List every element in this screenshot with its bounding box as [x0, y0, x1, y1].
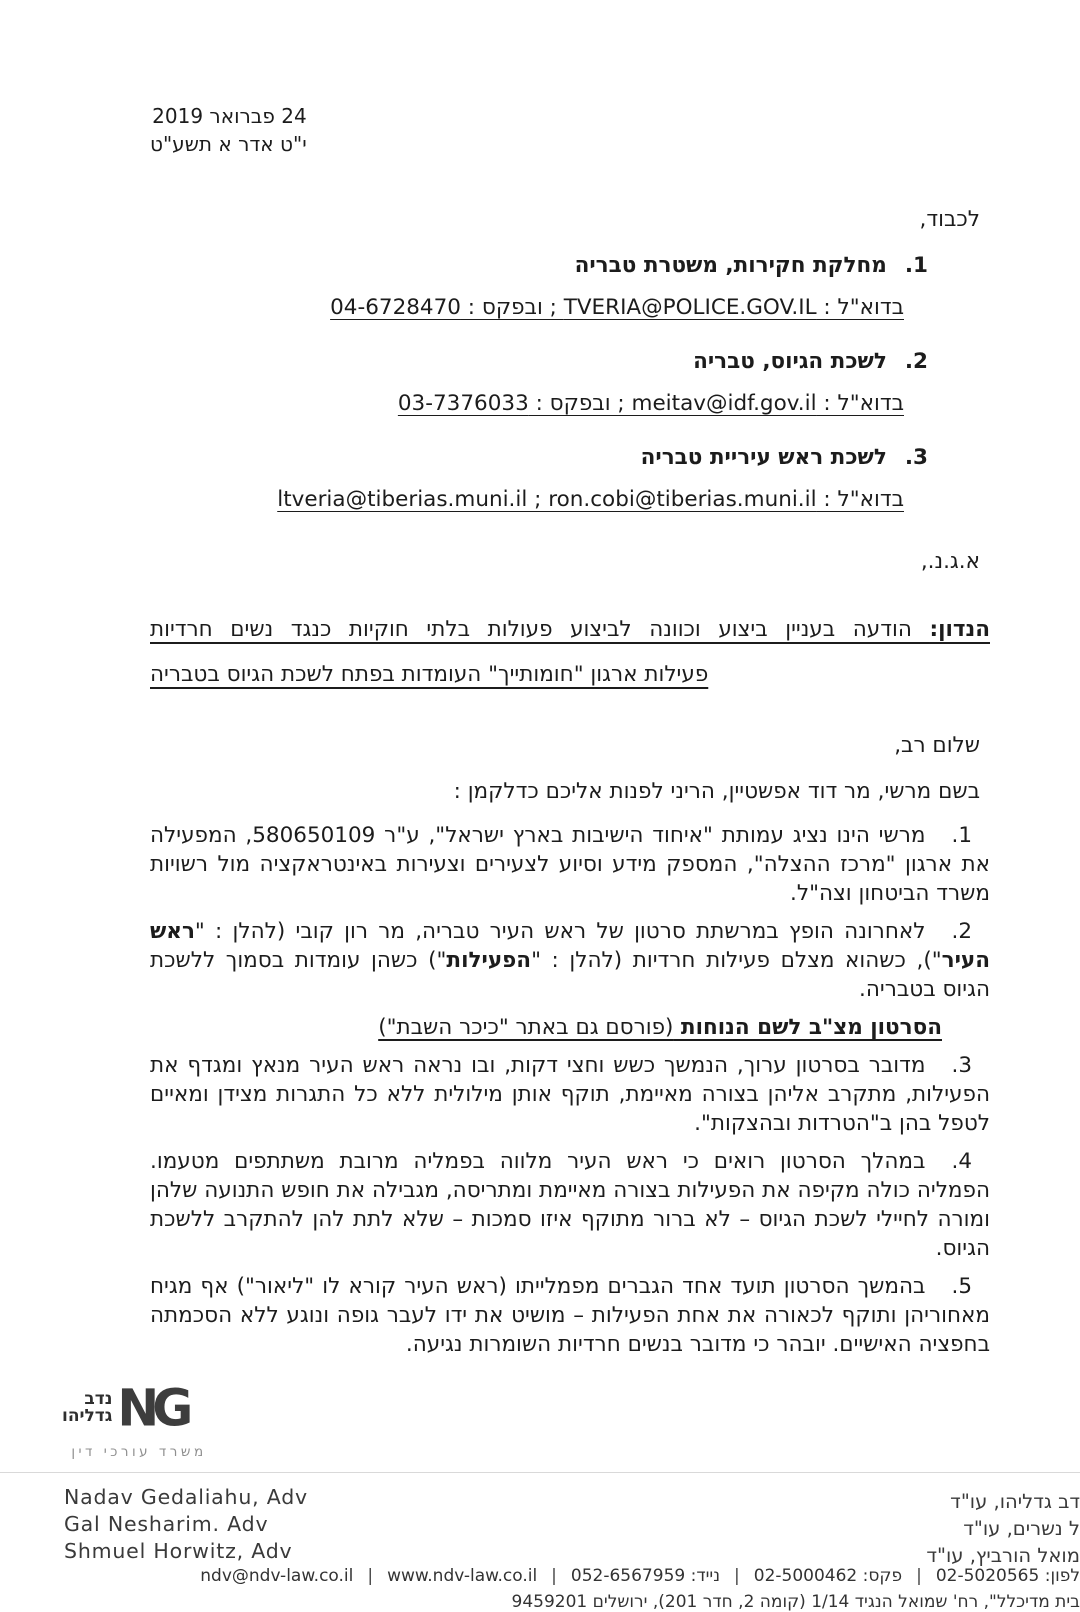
greeting: שלום רב,: [894, 733, 980, 758]
recipient-3: [150, 443, 990, 515]
footer-divider: [0, 1472, 1080, 1473]
recipient-3-number: 3.: [904, 445, 928, 470]
item-2-bold-mayor: ראש העיר: [150, 919, 991, 973]
item-1-number: 1.: [951, 823, 972, 848]
recipient-1-contact: בדוא"ל : TVERIA@POLICE.GOV.IL ; ובפקס : 04-6728470: [330, 295, 904, 320]
recipient-2-number: 2.: [904, 349, 928, 374]
subject-line-1-text: הודעה בעניין ביצוע וכוונה לביצוע פעולות בלתי חוקיות כנגד נשים חרדיות: [150, 617, 930, 642]
firm-tagline: משרד עורכי דין: [71, 1444, 207, 1460]
attorney-he-1: דב גדליהו, עו"ד: [950, 1490, 1080, 1513]
item-2-number: 2.: [951, 919, 972, 944]
attorney-en-3: Shmuel Horwitz, Adv: [64, 1539, 293, 1563]
item-5: [150, 1272, 990, 1359]
logo-name-line2: גדליהו: [62, 1406, 113, 1426]
attachment-note-bold: הסרטון מצ"ב לשם הנוחות: [673, 1015, 942, 1040]
ng-monogram-icon: NG: [117, 1378, 187, 1438]
recipient-3-name-row: [150, 443, 990, 473]
recipient-3-contact: בדוא"ל : ltveria@tiberias.muni.il ; ron.cobi@tiberias.muni.il: [277, 487, 904, 512]
logo-name-line1: נדב: [84, 1389, 113, 1409]
footer-contact-row: [0, 1566, 1080, 1586]
item-2-text-a: לאחרונה הופץ במרשתת סרטון של ראש העיר טבריה, מר רון קובי (להלן : ": [194, 919, 926, 944]
firm-logo-hebrew-name: [62, 1391, 112, 1425]
item-2-text-b: "), כשהוא מצלם פעילות חרדיות (להלן : ": [531, 948, 942, 973]
recipient-list: [150, 251, 990, 515]
footer-separator: |: [551, 1566, 557, 1586]
recipient-1-number: 1.: [904, 253, 928, 278]
recipient-2-contact: בדוא"ל : meitav@idf.gov.il ; ובפקס : 03-7376033: [397, 391, 904, 416]
subject-label: הנדון:: [929, 617, 990, 642]
item-3-text: מדובר בסרטון ערוך, הנמשך כשש וחצי דקות, ובו נראה ראש העיר מנאץ ומגדף את הפעילות, מתקרב אליהן בצורה מאיימת, תוקף אותן מילולית ללא כל התגרות מצידן ומאיים לטפל בהן ב"הטרדות ובהצקות".: [150, 1053, 990, 1136]
regards-abbrev: א.ג.נ.,: [920, 549, 980, 574]
subject-line-2: פעילות ארגון "חומותייך" העומדות בפתח לשכת הגיוס בטבריה: [150, 662, 709, 687]
item-3: [150, 1051, 990, 1138]
subject-block: [150, 613, 990, 691]
recipient-2-name-row: [150, 347, 990, 377]
item-2: [150, 917, 990, 1004]
item-4: [150, 1147, 990, 1263]
item-2-text-c: ") כשהן עומדות בסמוך ללשכת הגיוס בטבריה.: [150, 948, 990, 1002]
item-2-bold-activists: הפעילות: [446, 948, 532, 973]
attorney-he-3: מואל הורביץ, עו"ד: [926, 1544, 1080, 1567]
footer-phone: לפון: 02-5020565: [935, 1566, 1080, 1586]
salutation: לכבוד,: [919, 207, 980, 232]
firm-logo: [62, 1378, 194, 1438]
recipient-2-name: לשכת הגיוס, טבריה: [693, 349, 887, 374]
item-1-text: מרשי הינו נציג עמותת "איחוד הישיבות בארץ ישראל", ע"ר 580650109, המפעילה את ארגון "מרכז ההצלה", המספק מידע וסיוע לצעירים וצעירות באינטראקציה מול רשויות משרד הביטחון וצה"ל.: [150, 823, 990, 906]
date-block: [150, 102, 307, 158]
item-4-number: 4.: [951, 1149, 972, 1174]
attachment-note-regular: (פורסם גם באתר "כיכר השבת"): [378, 1015, 674, 1040]
item-3-number: 3.: [951, 1053, 972, 1078]
recipient-1-name-row: [150, 251, 990, 281]
recipient-2: [150, 347, 990, 419]
item-4-text: במהלך הסרטון רואים כי ראש העיר מלווה בפמליה מרובת משתתפים מטעמו. הפמליה כולה מקיפה את הפעילות בצורה מאיימת ומתריסה, מגבילה את חופש התנועה שלהן ומורה לחיילי לשכת הגיוס – לא ברור מתוקף איזו סמכות – שלא לתת להן להתקרב ללשכת הגיוס.: [150, 1149, 990, 1261]
item-1: [150, 821, 990, 908]
footer-fax: פקס: 02-5000462: [753, 1566, 903, 1586]
footer-separator: |: [916, 1566, 922, 1586]
date-hebrew: י"ט אדר א תשע"ט: [150, 132, 307, 156]
item-5-text: בהמשך הסרטון תועד אחד הגברים מפמלייתו (ראש העיר קורא לו "ליאור") אף מגיח מאחוריהן ותוקף לכאורה את אחת הפעילות – מושיט את ידו לעבר גופה ונוגע ללא הסכמתה בחפציה האישיים. יובהר כי מדובר בנשים חרדיות השומרות נגיעה.: [150, 1274, 990, 1357]
item-5-number: 5.: [951, 1274, 972, 1299]
attorneys-english: [64, 1484, 308, 1565]
subject-line-1: [150, 613, 990, 646]
date-gregorian: 24 פברואר 2019: [152, 104, 307, 128]
footer-website: www.ndv-law.co.il: [387, 1566, 538, 1586]
footer-separator: |: [734, 1566, 740, 1586]
footer-address: בית מדיכלל", רח' שמואל הנגיד 1/14 (קומה 2, חדר 201), ירושלים 9459201: [511, 1592, 1080, 1612]
opening-line: בשם מרשי, מר דוד אפשטיין, הריני לפנות אליכם כדלקמן :: [453, 779, 980, 804]
numbered-items: [150, 821, 990, 1359]
attorneys-hebrew: [926, 1488, 1080, 1569]
attorney-en-2: Gal Nesharim. Adv: [64, 1512, 269, 1536]
recipient-3-name: לשכת ראש עיריית טבריה: [640, 445, 887, 470]
footer-email: ndv@ndv-law.co.il: [200, 1566, 354, 1586]
footer-mobile: נייד: 052-6567959: [570, 1566, 721, 1586]
letterhead-footer: [0, 1378, 1080, 1612]
footer-separator: |: [367, 1566, 374, 1586]
attorney-en-1: Nadav Gedaliahu, Adv: [64, 1485, 308, 1509]
recipient-1-name: מחלקת חקירות, משטרת טבריה: [574, 253, 887, 278]
attorney-he-2: ל נשרים, עו"ד: [963, 1517, 1080, 1540]
attachment-note: [150, 1013, 942, 1042]
recipient-1: [150, 251, 990, 323]
